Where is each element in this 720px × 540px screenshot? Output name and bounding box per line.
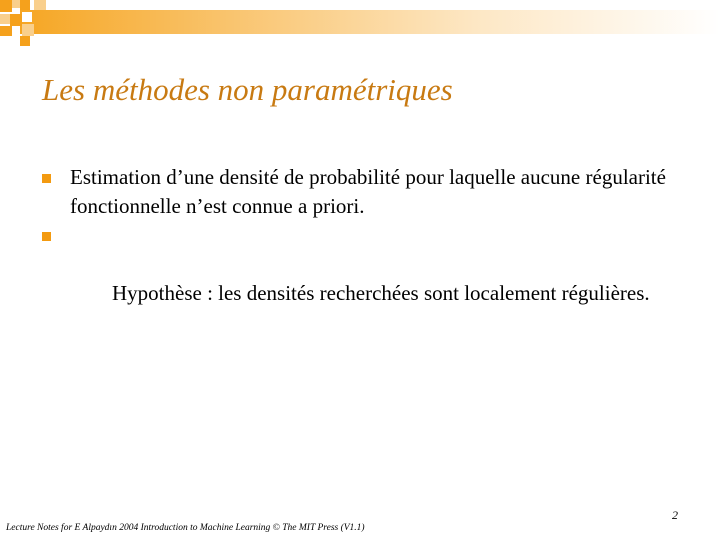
bullet-text: Estimation d’une densité de probabilité pour laquelle aucune régularité fonctionnelle n’est connue a priori. (70, 165, 666, 218)
bullet-item (40, 221, 700, 337)
bullet-item (40, 163, 700, 221)
bullet-list (40, 163, 700, 337)
header-gradient-band (20, 10, 720, 34)
square-bullet-icon (42, 174, 51, 183)
footer-citation: Lecture Notes for E Alpaydın 2004 Introduction to Machine Learning © The MIT Press (V1.1) (6, 523, 365, 533)
slide-title: Les méthodes non paramétriques (42, 72, 453, 107)
bullet-text: Hypothèse : les densités recherchées sont localement régulières. (101, 281, 650, 305)
square-bullet-icon (42, 232, 51, 241)
page-number: 2 (672, 508, 678, 522)
